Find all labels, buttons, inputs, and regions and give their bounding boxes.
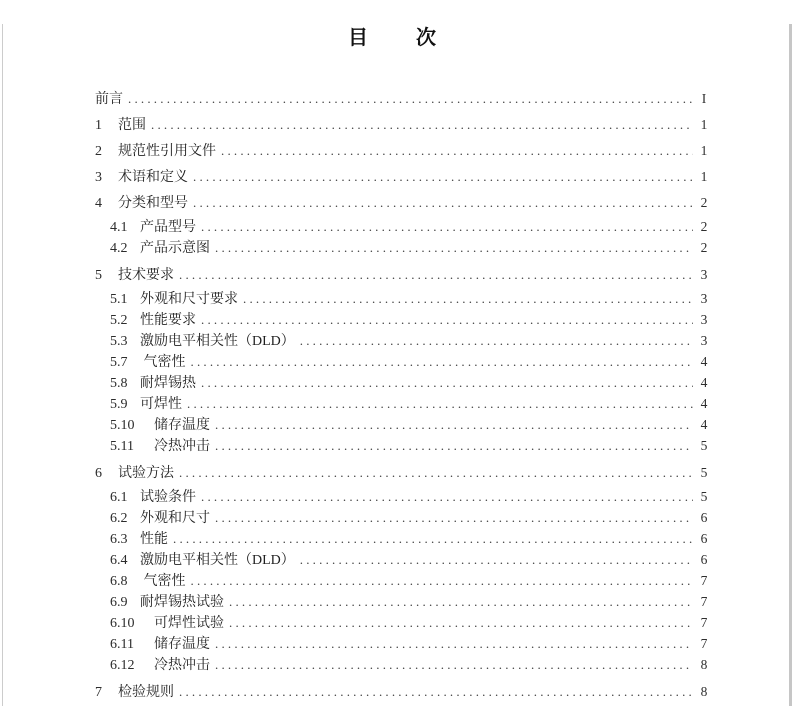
toc-entry-title: 前言: [95, 92, 123, 107]
toc-row: [95, 654, 713, 675]
dot-leader-icon: [215, 507, 693, 529]
toc-entry-page: 7: [700, 594, 708, 609]
toc-entry-number: 5.9: [110, 397, 128, 412]
toc-entry-page: 5: [700, 465, 708, 480]
toc-entry-page: 1: [700, 169, 708, 184]
toc-row: [95, 528, 713, 549]
toc-row: [95, 393, 713, 414]
toc-entry-title: 规范性引用文件: [118, 144, 216, 159]
scan-left-edge-line: [2, 24, 3, 706]
toc-entry-title: 外观和尺寸: [140, 511, 210, 526]
dot-leader-icon: [179, 460, 693, 487]
toc-entry-number: 4.2: [110, 241, 128, 256]
toc-row: [95, 237, 713, 258]
toc-entry-title: 激励电平相关性（DLD）: [140, 334, 295, 349]
toc-entry-title: 术语和定义: [118, 170, 188, 185]
dot-leader-icon: [179, 679, 693, 706]
dot-leader-icon: [243, 288, 693, 310]
toc-entry-page: 4: [700, 396, 708, 411]
toc-entry-title: 气密性: [140, 355, 186, 370]
toc-entry-page: 3: [700, 267, 708, 282]
toc-entry-page: 7: [700, 615, 708, 630]
dot-leader-icon: [201, 486, 693, 508]
toc-entry-number: 6.3: [110, 532, 128, 547]
toc-entry-page: 4: [700, 375, 708, 390]
toc-entry-page: 4: [700, 354, 708, 369]
toc-entry-title: 分类和型号: [118, 196, 188, 211]
toc-entry-title: 产品示意图: [140, 241, 210, 256]
dot-leader-icon: [151, 112, 693, 139]
page-title: 目 次: [348, 27, 450, 49]
toc-row: [95, 190, 713, 216]
toc-entry-page: 3: [700, 333, 708, 348]
toc-entry-title: 产品型号: [140, 220, 196, 235]
dot-leader-icon: [229, 591, 693, 613]
dot-leader-icon: [215, 237, 693, 259]
toc-entry-page: 8: [700, 684, 708, 699]
dot-leader-icon: [193, 164, 693, 191]
dot-leader-icon: [179, 262, 693, 289]
toc-entry-title: 激励电平相关性（DLD）: [140, 553, 295, 568]
toc-row: [95, 164, 713, 190]
toc-entry-page: 6: [700, 552, 708, 567]
toc-entry-page: 6: [700, 510, 708, 525]
toc-entry-title: 试验方法: [118, 466, 174, 481]
toc-row: [95, 262, 713, 288]
toc-row: [95, 309, 713, 330]
toc-entry-number: 6.4: [110, 553, 128, 568]
toc-row: [95, 414, 713, 435]
toc-row: [95, 216, 713, 237]
toc-entry-number: 6.10: [110, 616, 135, 631]
toc-entry-number: 5: [95, 268, 102, 283]
toc-entry-number: 5.1: [110, 292, 128, 307]
dot-leader-icon: [191, 570, 694, 592]
toc-row: [95, 591, 713, 612]
toc-entry-title: 储存温度: [140, 637, 210, 652]
toc-entry-number: 5.11: [110, 439, 134, 454]
toc-entry-number: 5.7: [110, 355, 128, 370]
dot-leader-icon: [201, 216, 693, 238]
dot-leader-icon: [221, 138, 693, 165]
toc-entry-page: 2: [700, 195, 708, 210]
toc-row: [95, 86, 713, 112]
toc-row: [95, 570, 713, 591]
toc-row: [95, 633, 713, 654]
toc-entry-number: 6.12: [110, 658, 135, 673]
toc-entry-page: 2: [700, 219, 708, 234]
toc-row: [95, 288, 713, 309]
toc-row: [95, 679, 713, 705]
toc-entry-title: 耐焊锡热: [140, 376, 196, 391]
toc-entry-page: 3: [700, 291, 708, 306]
dot-leader-icon: [201, 372, 693, 394]
toc-entry-page: 7: [700, 573, 708, 588]
toc-row: [95, 507, 713, 528]
toc-row: [95, 330, 713, 351]
toc-entry-title: 范围: [118, 118, 146, 133]
toc-entry-page: 1: [700, 117, 708, 132]
toc-entry-number: 7: [95, 685, 102, 700]
dot-leader-icon: [215, 633, 693, 655]
toc-entry-page: 1: [700, 143, 708, 158]
toc-entry-number: 6.11: [110, 637, 134, 652]
toc-entry-page: 5: [700, 489, 708, 504]
toc-entry-page: 8: [700, 657, 708, 672]
toc-row: [95, 138, 713, 164]
toc-entry-page: 2: [700, 240, 708, 255]
toc-row: [95, 612, 713, 633]
toc-entry-page: 3: [700, 312, 708, 327]
dot-leader-icon: [201, 309, 693, 331]
toc-entry-number: 5.2: [110, 313, 128, 328]
toc-entry-page: 7: [700, 636, 708, 651]
toc-entry-number: 5.3: [110, 334, 128, 349]
toc-entry-title: 冷热冲击: [140, 658, 210, 673]
dot-leader-icon: [215, 435, 693, 457]
dot-leader-icon: [300, 330, 693, 352]
toc-entry-title: 性能要求: [140, 313, 196, 328]
toc-entry-title: 检验规则: [118, 685, 174, 700]
dot-leader-icon: [187, 393, 693, 415]
toc-entry-number: 6.9: [110, 595, 128, 610]
toc-row: [95, 549, 713, 570]
toc-entry-title: 气密性: [140, 574, 186, 589]
toc-entry-page: 6: [700, 531, 708, 546]
toc-entry-title: 外观和尺寸要求: [140, 292, 238, 307]
dot-leader-icon: [229, 612, 693, 634]
toc-entry-title: 可焊性: [140, 397, 182, 412]
dot-leader-icon: [300, 549, 693, 571]
toc-entry-title: 试验条件: [140, 490, 196, 505]
toc-entry-title: 耐焊锡热试验: [140, 595, 224, 610]
dot-leader-icon: [193, 190, 693, 217]
toc-entry-number: 4: [95, 196, 102, 211]
toc-entry-number: 2: [95, 144, 102, 159]
dot-leader-icon: [128, 86, 693, 113]
toc-list: [0, 52, 798, 705]
toc-entry-number: 6.8: [110, 574, 128, 589]
toc-row: [95, 351, 713, 372]
document-page: [0, 24, 798, 706]
toc-row: [95, 372, 713, 393]
scan-right-edge-line: [789, 24, 792, 706]
toc-entry-title: 性能: [140, 532, 168, 547]
toc-entry-page: I: [701, 91, 707, 106]
toc-entry-number: 5.8: [110, 376, 128, 391]
dot-leader-icon: [215, 654, 693, 676]
toc-entry-page: 4: [700, 417, 708, 432]
toc-entry-number: 4.1: [110, 220, 128, 235]
toc-entry-title: 技术要求: [118, 268, 174, 283]
toc-entry-number: 6.2: [110, 511, 128, 526]
toc-row: [95, 460, 713, 486]
toc-entry-title: 可焊性试验: [140, 616, 224, 631]
toc-entry-title: 冷热冲击: [140, 439, 210, 454]
toc-entry-number: 6.1: [110, 490, 128, 505]
toc-entry-number: 6: [95, 466, 102, 481]
toc-entry-title: 储存温度: [140, 418, 210, 433]
toc-entry-number: 5.10: [110, 418, 135, 433]
dot-leader-icon: [173, 528, 693, 550]
toc-row: [95, 435, 713, 456]
dot-leader-icon: [191, 351, 694, 373]
dot-leader-icon: [215, 414, 693, 436]
toc-entry-page: 5: [700, 438, 708, 453]
toc-row: [95, 486, 713, 507]
toc-entry-number: 1: [95, 118, 102, 133]
toc-row: [95, 112, 713, 138]
toc-entry-number: 3: [95, 170, 102, 185]
